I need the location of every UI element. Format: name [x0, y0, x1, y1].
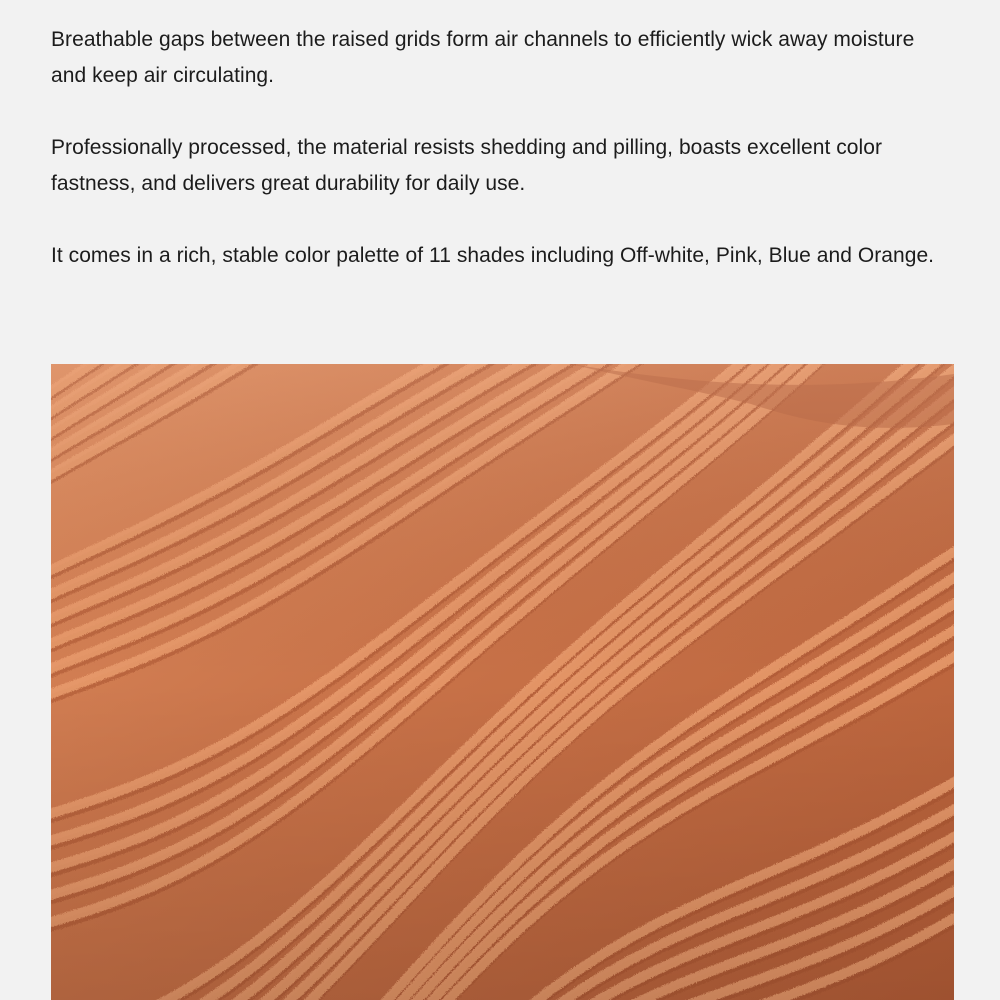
fabric-texture-image — [51, 364, 954, 1000]
description-paragraph-breathability: Breathable gaps between the raised grids form air channels to efficiently wick away moisture and keep air circulating. — [51, 28, 915, 87]
fabric-shading — [51, 364, 954, 1000]
description-paragraph-colors: It comes in a rich, stable color palette of 11 shades including Off-white, Pink, Blue and Orange. — [51, 244, 935, 267]
description-paragraph-durability: Professionally processed, the material resists shedding and pilling, boasts excellent color fastness, and delivers great durability for daily use. — [51, 136, 882, 195]
fabric-texture-illustration — [51, 364, 954, 1000]
description-block — [51, 22, 951, 310]
